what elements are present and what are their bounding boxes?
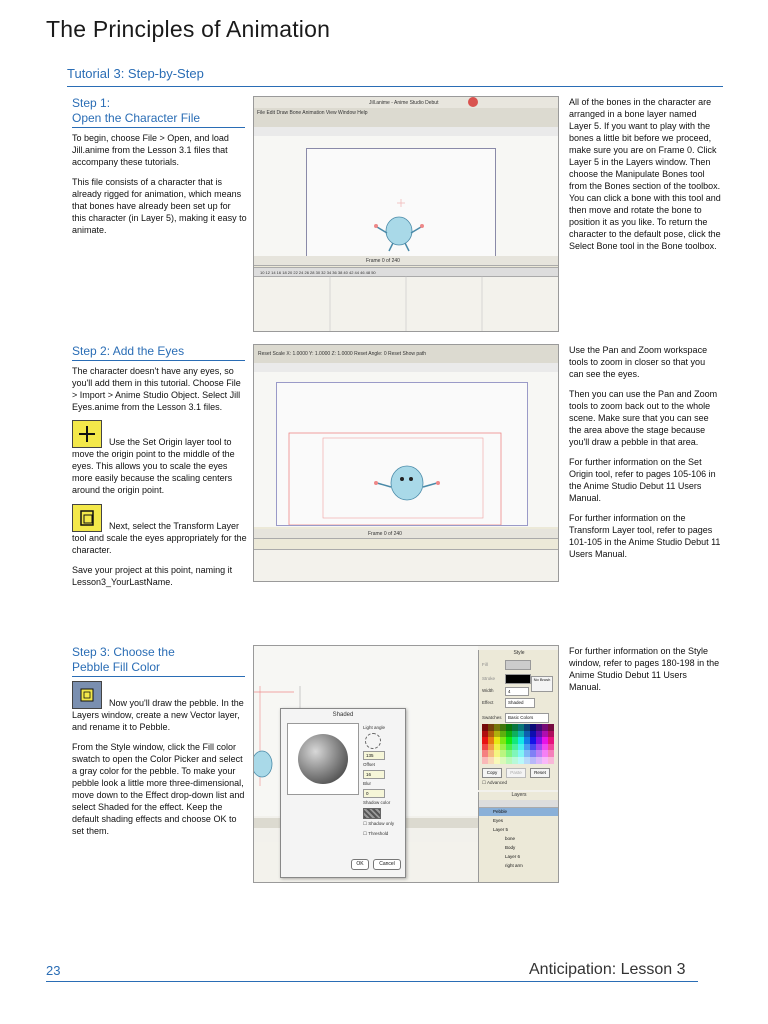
step3-rule <box>72 676 245 677</box>
layers-panel-title: Layers <box>511 792 527 798</box>
step2-para4: Save your project at this point, naming it Lesson3_YourLastName. <box>72 565 233 587</box>
step3-sidebar <box>569 645 721 701</box>
step2-sidebar <box>569 344 721 568</box>
step2-canvas <box>276 382 528 526</box>
step3-heading-line2: Pebble Fill Color <box>72 660 161 674</box>
step3-vector-block <box>72 681 247 733</box>
width-field[interactable]: 4 <box>505 687 529 696</box>
step1-body <box>72 132 247 236</box>
step2-character <box>277 383 527 525</box>
page-number: 23 <box>46 963 61 978</box>
step3-heading <box>72 645 247 675</box>
step1-sidebar <box>569 96 721 260</box>
step1-para1: To begin, choose File > Open, and load Jill.anime from the Lesson 3.1 files that accompany these tutorials. <box>72 133 229 167</box>
layer-row-eyes[interactable]: Eyes <box>493 818 504 823</box>
copy-button[interactable]: Copy <box>482 768 502 778</box>
palette-swatch[interactable] <box>548 757 554 764</box>
stroke-swatch[interactable] <box>505 674 531 684</box>
step2-frame-label: Frame 0 of 240 <box>368 531 402 537</box>
offset-label: Offset <box>363 762 375 767</box>
fill-label: Fill <box>482 662 488 667</box>
width-label: Width <box>482 688 494 693</box>
character-figure <box>307 149 495 257</box>
step1-menu: File Edit Draw Bone Animation View Window Help <box>257 110 368 116</box>
step2-para1: The character doesn't have any eyes, so you'll add them in this tutorial. Choose File > Import > Anime Studio Object. Select Jill Eyes.anime from the Lesson 3.1 files. <box>72 366 241 412</box>
step3-heading-line1: Step 3: Choose the <box>72 645 175 659</box>
page-title: The Principles of Animation <box>46 16 331 42</box>
effect-dropdown[interactable]: Shaded <box>505 698 535 708</box>
step1-screenshot <box>253 96 559 332</box>
stroke-label: Stroke <box>482 676 496 681</box>
step2-para2: Use the Set Origin layer tool to move the origin point to the middle of the eyes. This allows you to scale the eyes more easily because the scaling centers around the origin point. <box>72 437 235 495</box>
shaded-dialog <box>280 708 406 878</box>
step1-para2: This file consists of a character that is already rigged for animation, which means that bones have already been set up for this character (in Layer 5), making it easy to animate. <box>72 177 247 235</box>
step2-side3: For further information on the Set Origin tool, refer to pages 105-106 in the Anime Studio Debut 11 Users Manual. <box>569 457 716 503</box>
threshold-label: Threshold <box>368 831 389 836</box>
advanced-label: Advanced <box>487 780 508 785</box>
chapter-title: Anticipation: Lesson 3 <box>529 961 686 978</box>
step2-screenshot <box>253 344 559 582</box>
shadow-color-label: Shadow color <box>363 800 391 805</box>
step3-side-text: For further information on the Style window, refer to pages 180-198 in the Anime Studio Debut 11 Users Manual. <box>569 646 720 692</box>
step1-timeline-grid <box>254 276 558 332</box>
light-angle-field[interactable]: 135 <box>363 751 385 760</box>
step2-heading: Step 2: Add the Eyes <box>72 344 185 358</box>
shadow-only-label: Shadow only <box>368 821 395 826</box>
step3-screenshot <box>253 645 559 883</box>
color-palette[interactable] <box>482 724 554 764</box>
footer-rule <box>46 981 698 982</box>
no-brush-button[interactable]: No Brush <box>531 676 553 692</box>
new-vector-layer-icon <box>72 681 102 709</box>
palette-swatch[interactable] <box>548 737 554 744</box>
step2-side1: Use the Pan and Zoom workspace tools to zoom in closer so that you can see the eyes. <box>569 345 708 379</box>
reset-button[interactable]: Reset <box>530 768 550 778</box>
light-angle-label: Light angle <box>363 725 386 730</box>
step2-frame-bar <box>254 529 558 539</box>
step1-frame-label: Frame 0 of 240 <box>366 258 400 264</box>
step1-frame-bar <box>254 256 558 266</box>
step3-column <box>72 645 247 845</box>
paste-button[interactable]: Paste <box>506 768 526 778</box>
swatches-label: Swatches <box>482 715 502 720</box>
shading-preview <box>287 723 359 795</box>
step2-rule <box>72 360 245 361</box>
step3-para2: From the Style window, click the Fill color swatch to open the Color Picker and select a gray color for the pebble. To make your pebble look a little more three-dimensional, move down to the Effect drop-down list and select Shaded for the effect. Keep the default shading effects and choose OK to set them. <box>72 742 245 836</box>
step1-stage <box>254 136 558 256</box>
blur-field[interactable]: 0 <box>363 789 385 798</box>
step1-window-title: Jill.anime - Anime Studio Debut <box>369 100 439 106</box>
swatches-dropdown[interactable]: Basic Colors <box>505 713 549 723</box>
layer-row-bone[interactable]: bone <box>505 836 516 841</box>
step2-toolbar-text: Reset Scale X: 1.0000 Y: 1.0000 Z: 1.0000 Reset Angle: 0 Reset Show path <box>258 351 427 357</box>
step1-column <box>72 96 247 244</box>
cancel-button[interactable]: Cancel <box>373 859 401 870</box>
step2-side2: Then you can use the Pan and Zoom tools to zoom back out to the whole scene. Make sure that you can see the area above the stage because you'll draw a pebble in that area. <box>569 389 718 447</box>
step2-body <box>72 365 247 588</box>
step2-side4: For further information on the Transform Layer tool, refer to pages 101-105 in the Anime Studio Debut 11 Users Manual. <box>569 513 721 559</box>
ok-button[interactable]: OK <box>351 859 369 870</box>
threshold-checkbox[interactable]: ☐ Threshold <box>363 831 389 836</box>
step2-timeline <box>254 549 558 582</box>
effect-label: Effect <box>482 700 494 705</box>
palette-swatch[interactable] <box>548 731 554 738</box>
layer-row-layer6[interactable]: Layer 6 <box>505 854 521 859</box>
step1-canvas <box>306 148 496 258</box>
layer-row-pebble[interactable]: Pebble <box>479 808 559 816</box>
transform-layer-tool-icon <box>72 504 102 532</box>
layer-row-right-arm[interactable]: right arm <box>505 863 523 868</box>
step2-column <box>72 344 247 596</box>
step1-heading-line1: Step 1: <box>72 96 111 110</box>
step2-toolbar <box>254 345 558 364</box>
style-panel <box>478 650 559 790</box>
blur-label: Blur <box>363 781 372 786</box>
step1-timeline <box>254 267 558 332</box>
close-icon <box>468 97 478 107</box>
offset-field[interactable]: 16 <box>363 770 385 779</box>
step2-para3: Next, select the Transform Layer tool and scale the eyes appropriately for the character. <box>72 521 247 555</box>
step2-stage <box>254 372 558 527</box>
step1-heading <box>72 96 247 126</box>
step1-ticks: 10 12 14 16 18 20 22 24 26 28 30 32 34 36 38 40 42 44 46 48 50 <box>260 270 376 275</box>
step1-heading-line2: Open the Character File <box>72 111 201 125</box>
palette-swatch[interactable] <box>548 744 554 751</box>
layers-toolbar <box>479 800 559 808</box>
step2-origin-block <box>72 420 247 496</box>
layers-panel <box>478 792 559 882</box>
shaded-dialog-title: Shaded <box>332 712 354 718</box>
layer-row-layer5[interactable]: Layer 5 <box>493 827 509 832</box>
light-angle-dial[interactable] <box>365 733 381 749</box>
tutorial-heading: Tutorial 3: Step-by-Step <box>67 66 204 81</box>
palette-swatch[interactable] <box>548 750 554 757</box>
set-origin-tool-icon <box>72 420 102 448</box>
palette-swatch[interactable] <box>548 724 554 731</box>
step3-para1: Now you'll draw the pebble. In the Layers window, create a new Vector layer, and rename it to Pebble. <box>72 698 244 732</box>
style-panel-title: Style <box>513 650 525 656</box>
advanced-checkbox[interactable]: ☐ Advanced <box>482 780 508 785</box>
shadow-only-checkbox[interactable]: ☐ Shadow only <box>363 821 395 826</box>
step1-side-text: All of the bones in the character are arranged in a bone layer named Layer 5. If you want to play with the bones a little bit before we proceed, make sure you are on Frame 0. Click Layer 5 in the Layers window. Then choose the Manipulate Bones tool from the Bones section of the toolbox. You can click a bone with this tool and then move and rotate the bone to position it as you like. To return the character to the default pose, click the Select Bone tool in the Bone toolbox. <box>569 97 721 251</box>
tutorial-rule <box>67 86 723 87</box>
shadow-color-swatch[interactable] <box>363 808 381 819</box>
layer-row-body[interactable]: Body <box>505 845 516 850</box>
step2-transform-block <box>72 504 247 556</box>
fill-swatch[interactable] <box>505 660 531 670</box>
step3-body <box>72 681 247 837</box>
step1-rule <box>72 127 245 128</box>
